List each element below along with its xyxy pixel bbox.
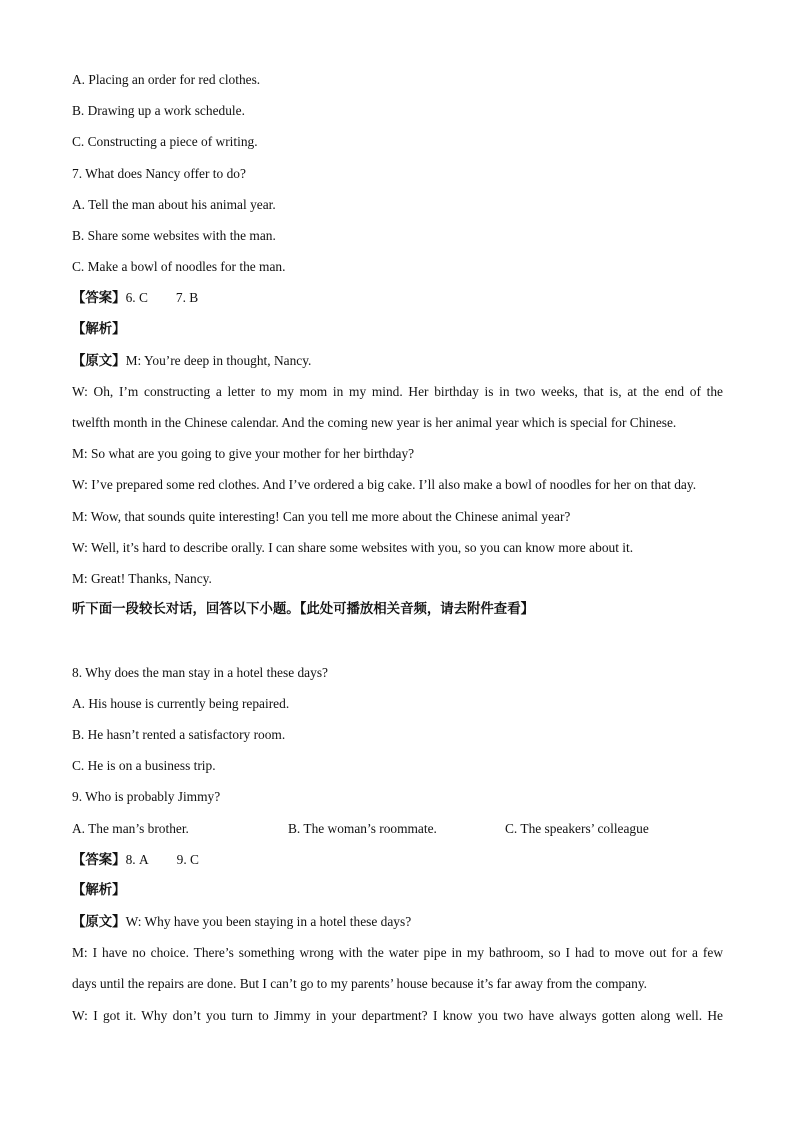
- answer-line-1: [72, 282, 723, 313]
- analysis-tag-1: 【解析】: [72, 321, 126, 337]
- q6-option-c: C. Constructing a piece of writing.: [72, 134, 258, 150]
- answer-7: 7. B: [175, 290, 199, 306]
- original-tag: 【原文】: [72, 353, 126, 369]
- analysis-tag-2: 【解析】: [72, 882, 126, 898]
- dialogue-1-line-8: M: Great! Thanks, Nancy.: [72, 571, 212, 586]
- q8-question: 8. Why does the man stay in a hotel these days?: [72, 664, 328, 680]
- q6-option-b: B. Drawing up a work schedule.: [72, 103, 245, 119]
- listening-instruction: 听下面一段较长对话，回答以下小题。【此处可播放相关音频，请去附件查看】: [72, 602, 534, 618]
- answer-tag: 【答案】: [72, 852, 126, 868]
- dialogue-1-line-7: W: Well, it’s hard to describe orally. I can share some websites with you, so you can know more about it.: [72, 539, 634, 555]
- dialogue-2-line-4: W: I got it. Why don’t you turn to Jimmy in your department? I know you two have always gotten along well. He: [72, 1007, 723, 1023]
- dialogue-1-line-1: 【原文】M: You’re deep in thought, Nancy.: [72, 352, 312, 369]
- q9-question: 9. Who is probably Jimmy?: [72, 789, 221, 805]
- q9-option-a: A. The man’s brother.: [72, 820, 189, 836]
- dialogue-2-line-2: M: I have no choice. There’s something wrong with the water pipe in my bathroom, so I had to move out for a few: [72, 945, 723, 961]
- spacer: [72, 625, 723, 656]
- q8-option-b: B. He hasn’t rented a satisfactory room.: [72, 726, 286, 742]
- answer-9: 9. C: [176, 851, 199, 867]
- q7-question: 7. What does Nancy offer to do?: [72, 165, 246, 181]
- answer-tag: 【答案】: [72, 291, 126, 307]
- q9-options: [72, 813, 723, 844]
- answer-line-2: [72, 844, 723, 875]
- q7-option-a: A. Tell the man about his animal year.: [72, 196, 276, 212]
- q7-option-b: B. Share some websites with the man.: [72, 227, 276, 243]
- q8-option-c: C. He is on a business trip.: [72, 758, 216, 774]
- dialogue-1-line-3: twelfth month in the Chinese calendar. And the coming new year is her animal year which is special for Chinese.: [72, 415, 677, 431]
- q9-option-b: B. The woman’s roommate.: [288, 820, 437, 836]
- dialogue-1-line-5: W: I’ve prepared some red clothes. And I’ve ordered a big cake. I’ll also make a bowl of noodles for her on that day.: [72, 477, 697, 493]
- dialogue-2-line-3: days until the repairs are done. But I can’t go to my parents’ house because it’s far away from the company.: [72, 976, 647, 992]
- dialogue-1-line-6: M: Wow, that sounds quite interesting! Can you tell me more about the Chinese animal year?: [72, 508, 571, 524]
- q7-option-c: C. Make a bowl of noodles for the man.: [72, 259, 286, 275]
- dialogue-2-line-1: 【原文】W: Why have you been staying in a hotel these days?: [72, 914, 412, 931]
- document-page: [72, 64, 723, 1031]
- answer-8: 8. A: [125, 851, 149, 867]
- original-tag: 【原文】: [72, 915, 126, 931]
- answer-6: 6. C: [125, 290, 148, 306]
- q6-option-a: A. Placing an order for red clothes.: [72, 72, 261, 87]
- dialogue-1-line-4: M: So what are you going to give your mother for her birthday?: [72, 446, 415, 462]
- q9-option-c: C. The speakers’ colleague: [505, 820, 649, 836]
- dialogue-1-line-2: W: Oh, I’m constructing a letter to my mom in my mind. Her birthday is in two weeks, that is, at the end of the: [72, 383, 723, 399]
- q8-option-a: A. His house is currently being repaired.: [72, 695, 290, 711]
